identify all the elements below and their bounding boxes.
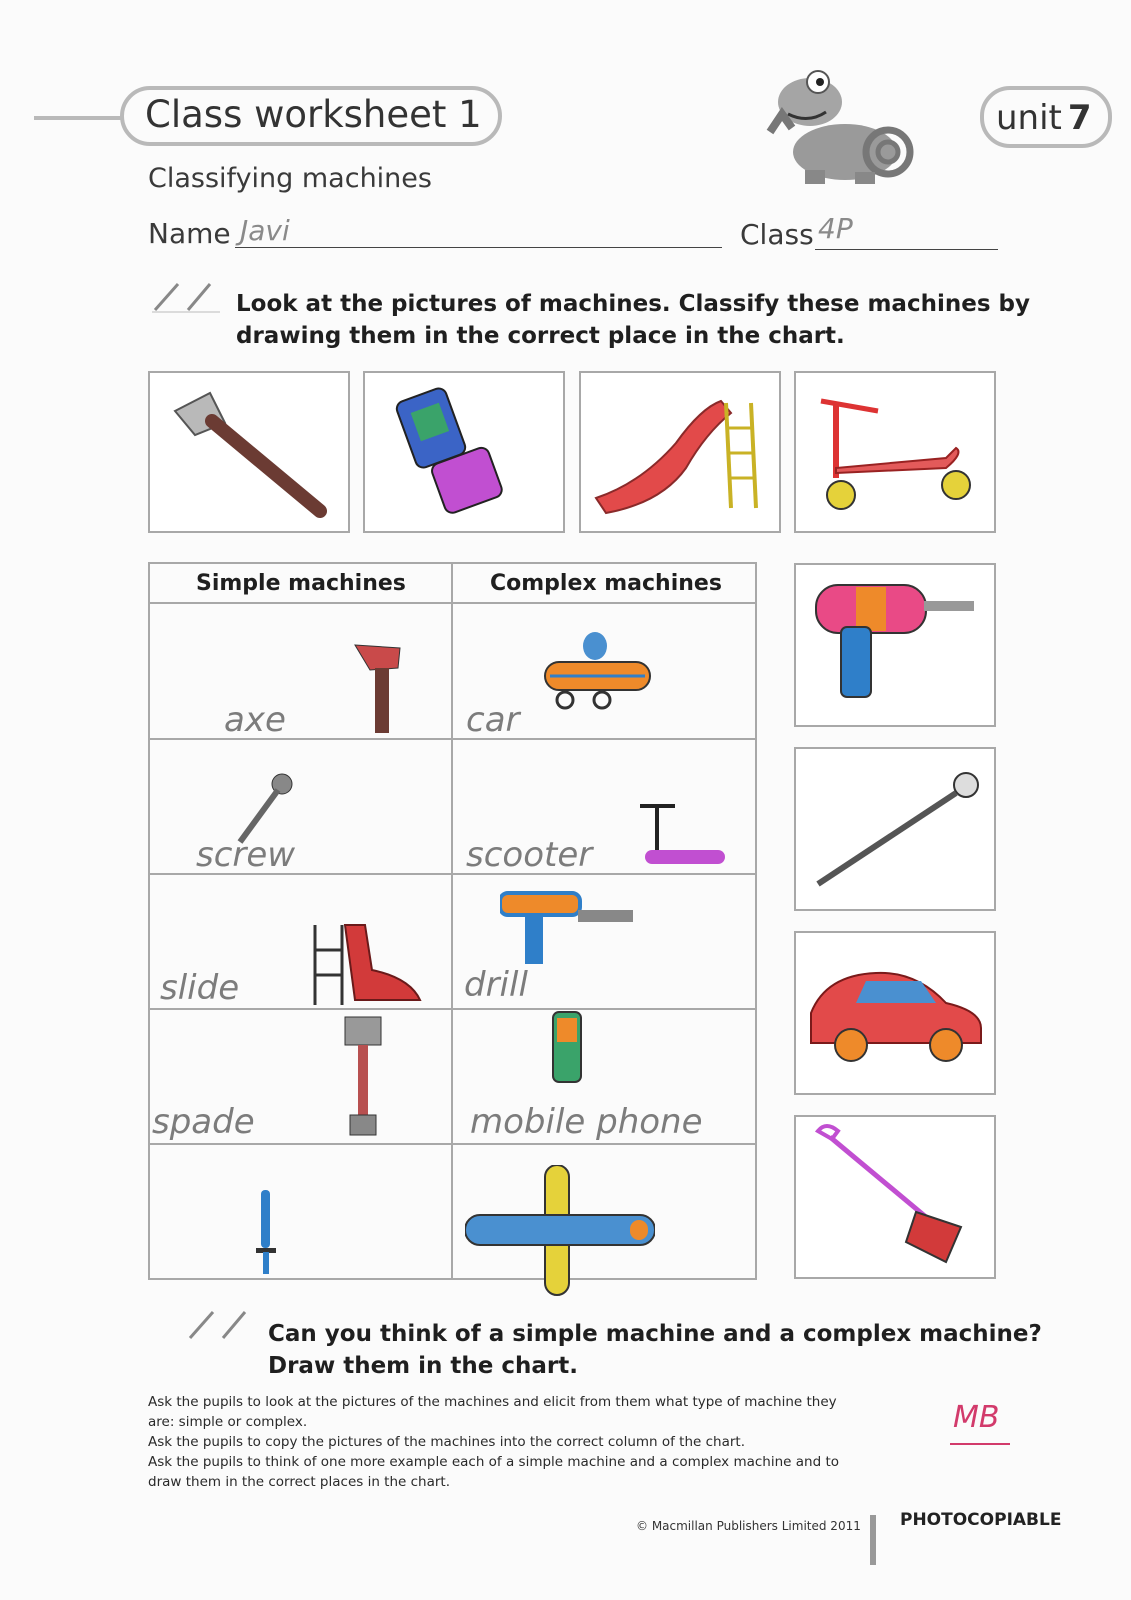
screw-icon <box>796 749 994 909</box>
mobile-phone-drawing-icon <box>548 1010 588 1090</box>
simple-cell-4[interactable]: spade <box>152 1102 255 1142</box>
scooter-drawing-icon <box>635 800 735 880</box>
unit-word: unit <box>996 98 1062 138</box>
slide-drawing-icon <box>310 920 430 1008</box>
spade-drawing-icon <box>340 1015 390 1140</box>
teacher-initials: MB <box>953 1400 1000 1435</box>
simple-cell-1[interactable]: axe <box>224 700 286 740</box>
drill-drawing-icon <box>500 888 640 978</box>
scooter-icon <box>796 373 994 531</box>
picture-drill <box>794 563 996 727</box>
class-value[interactable]: 4P <box>818 212 853 245</box>
initials-underline <box>950 1443 1010 1445</box>
footer-mark <box>870 1515 876 1565</box>
title-rule <box>34 116 122 120</box>
copyright-notice: © Macmillan Publishers Limited 2011 <box>636 1519 861 1533</box>
axe-icon <box>150 373 348 531</box>
car-icon <box>796 933 994 1093</box>
chameleon-illustration <box>760 62 920 194</box>
instruction-1-line-1: Look at the pictures of machines. Classify these machines by <box>236 291 1030 317</box>
airplane-drawing-icon <box>465 1165 655 1300</box>
chart-row-rule-4 <box>148 1143 757 1145</box>
worksheet-subtitle: Classifying machines <box>148 163 432 194</box>
chart-header-rule <box>148 602 757 604</box>
complex-cell-2[interactable]: scooter <box>466 835 593 875</box>
pencil-icon-2 <box>185 1308 260 1342</box>
teacher-note-1: Ask the pupils to look at the pictures of the machines and elicit from them what type of machine they are: simple or complex. <box>148 1394 837 1430</box>
slide-icon <box>581 373 779 531</box>
axe-drawing-icon <box>350 640 410 740</box>
teacher-notes <box>148 1392 848 1492</box>
mobile-phone-icon <box>365 373 563 531</box>
picture-slide <box>579 371 781 533</box>
pencil-icon <box>150 280 225 314</box>
picture-axe <box>148 371 350 533</box>
name-value[interactable]: Javi <box>240 214 290 247</box>
picture-spade <box>794 1115 996 1279</box>
complex-cell-1[interactable]: car <box>466 700 520 740</box>
spade-icon <box>796 1117 994 1277</box>
complex-cell-3[interactable]: drill <box>464 965 528 1005</box>
instruction-2-line-1: Can you think of a simple machine and a complex machine? <box>268 1321 1042 1347</box>
chart-column-divider <box>451 562 453 1280</box>
class-line <box>815 249 998 250</box>
photocopiable-label: PHOTOCOPIABLE <box>900 1510 1062 1530</box>
class-label: Class <box>740 218 814 251</box>
unit-number: 7 <box>1067 98 1092 138</box>
teacher-note-3: Ask the pupils to think of one more example each of a simple machine and a complex machine and to draw them in the correct places in the chart. <box>148 1454 840 1490</box>
knife-drawing-icon <box>256 1190 276 1280</box>
simple-machines-header: Simple machines <box>196 571 406 596</box>
drill-icon <box>796 565 994 725</box>
screw-drawing-icon <box>230 770 300 850</box>
picture-mobile-phone <box>363 371 565 533</box>
instruction-1-line-2: drawing them in the correct place in the chart. <box>236 323 845 349</box>
unit-label <box>996 98 1092 138</box>
picture-screw <box>794 747 996 911</box>
picture-scooter <box>794 371 996 533</box>
chart-row-rule-3 <box>148 1008 757 1010</box>
name-label: Name <box>148 217 231 250</box>
instruction-2-line-2: Draw them in the chart. <box>268 1353 578 1379</box>
picture-car <box>794 931 996 1095</box>
car-drawing-icon <box>540 632 655 712</box>
worksheet-title: Class worksheet 1 <box>145 93 482 136</box>
name-line <box>235 247 722 248</box>
complex-cell-4[interactable]: mobile phone <box>470 1102 703 1142</box>
teacher-note-2: Ask the pupils to copy the pictures of the machines into the correct column of the chart. <box>148 1434 746 1450</box>
simple-cell-2[interactable]: screw <box>196 835 296 875</box>
simple-cell-3[interactable]: slide <box>160 968 240 1008</box>
complex-machines-header: Complex machines <box>490 571 722 596</box>
